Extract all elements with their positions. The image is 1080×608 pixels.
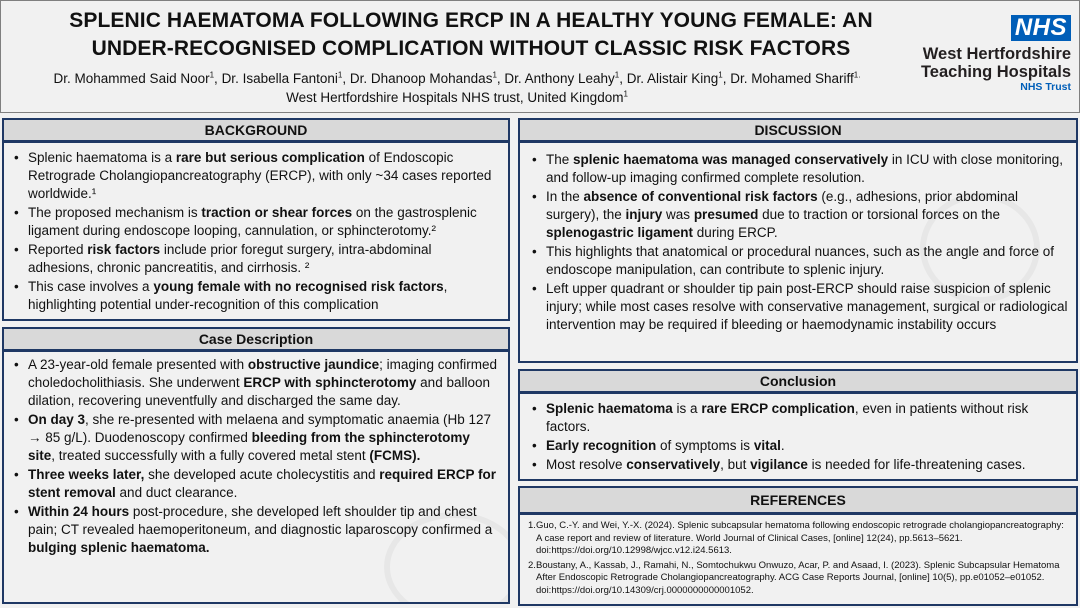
case-list bbox=[8, 356, 500, 557]
reference-text: Guo, C.-Y. and Wei, Y.-X. (2024). Splenic subcapsular hematoma following endoscopic retrograde cholangiopancreatography: A case report and review of literature. World Journal of Clinical Cases, [online] 12(24), pp.5613–5621. doi:https://doi.org/10.12998/wjcc.v12.i24.5613. bbox=[536, 520, 1064, 556]
bold-text: bleeding from the sphincterotomy site bbox=[28, 430, 470, 463]
text-run: , she re-presented with melaena and symptomatic anaemia (Hb 127 → 85 g/L). Duodenoscopy confirmed bbox=[28, 412, 491, 445]
background-heading: BACKGROUND bbox=[2, 118, 510, 142]
author-affiliation-sup: 1 bbox=[718, 70, 723, 80]
text-run: is needed for life-threatening cases. bbox=[807, 457, 1026, 472]
author-affiliation-sup: 1 bbox=[337, 70, 343, 80]
reference-item bbox=[526, 520, 1068, 558]
bold-text: injury bbox=[625, 207, 663, 222]
author-affiliation-sup: 1. bbox=[853, 70, 861, 80]
case-section bbox=[2, 350, 510, 604]
author-name: Dr. Anthony Leahy bbox=[504, 71, 615, 86]
text-run: , treated successfully with a fully covered metal stent bbox=[51, 448, 370, 463]
nhs-logo bbox=[907, 15, 1071, 94]
poster-header bbox=[0, 0, 1080, 113]
bold-text: bulging splenic haematoma. bbox=[28, 540, 210, 555]
bold-text: absence of conventional risk factors bbox=[583, 189, 818, 204]
list-item bbox=[8, 278, 500, 314]
bold-text: vigilance bbox=[750, 457, 808, 472]
text-run: The bbox=[546, 152, 574, 167]
affiliation-sup: 1 bbox=[623, 89, 628, 99]
author-block bbox=[7, 69, 907, 107]
bold-text: rare but serious complication bbox=[175, 150, 365, 165]
author-affiliation-sup: 1 bbox=[614, 70, 620, 80]
bold-text: required ERCP for stent removal bbox=[28, 467, 497, 500]
discussion-section bbox=[518, 141, 1078, 363]
text-run: (e.g., adhesions, prior abdominal surgery), the bbox=[546, 189, 1018, 222]
bold-text: conservatively bbox=[626, 457, 721, 472]
references-list bbox=[526, 520, 1068, 597]
text-run: This highlights that anatomical or procedural nuances, such as the angle and force of endoscope manipulation, can contribute to splenic injury. bbox=[546, 244, 1055, 277]
text-run: , highlighting potential under-recognition of this complication bbox=[28, 279, 448, 312]
org-name-line-1: West Hertfordshire bbox=[922, 45, 1071, 63]
bold-text: Three weeks later, bbox=[28, 467, 145, 482]
bold-text: splenic haematoma was managed conservatively bbox=[573, 152, 889, 167]
list-item bbox=[8, 466, 500, 502]
bold-text: splenogastric ligament bbox=[546, 225, 694, 240]
list-item bbox=[8, 503, 500, 557]
text-run: A 23-year-old female presented with bbox=[28, 357, 248, 372]
affiliation-text: West Hertfordshire Hospitals NHS trust, United Kingdom bbox=[286, 90, 624, 105]
bold-text: On day 3 bbox=[28, 412, 86, 427]
text-run: in ICU with close monitoring, and follow-up imaging confirmed complete resolution. bbox=[546, 152, 1063, 185]
author-name: Dr. Dhanoop Mohandas bbox=[349, 71, 493, 86]
author-name: Dr. Alistair King bbox=[626, 71, 719, 86]
list-item bbox=[526, 243, 1068, 279]
references-section bbox=[518, 513, 1078, 606]
discussion-heading: DISCUSSION bbox=[518, 118, 1078, 142]
text-run: The proposed mechanism is bbox=[28, 205, 202, 220]
text-run: , even in patients without risk factors. bbox=[546, 401, 1029, 434]
bold-text: Early recognition bbox=[546, 438, 657, 453]
references-heading: REFERENCES bbox=[518, 486, 1078, 514]
list-item bbox=[526, 151, 1068, 187]
text-run: post-procedure, she developed left shoulder tip and chest pain; CT revealed haemoperitoneum, and diagnostic laparoscopy confirmed a bbox=[28, 504, 493, 537]
text-run: , but bbox=[720, 457, 751, 472]
text-run: due to traction or torsional forces on the bbox=[758, 207, 1000, 222]
author-affiliation-sup: 1 bbox=[492, 70, 497, 80]
reference-text: Boustany, A., Kassab, J., Ramahi, N., Somtochukwu Onwuzo, Acar, P. and Asaad, I. (2023). Splenic Subcapsular Hematoma After Endoscopic Retrograde Cholangiopancreatography. ACG Case Reports Journal, [online] 10(5), pp.e01052–e01052. doi:https://doi.org/10.14309/crj.0000000000001052. bbox=[536, 559, 1060, 596]
org-name-line-2: Teaching Hospitals bbox=[920, 63, 1071, 81]
reference-number: 2. bbox=[528, 559, 536, 571]
bold-text: obstructive jaundice bbox=[247, 357, 380, 372]
text-run: she developed acute cholecystitis and bbox=[144, 467, 380, 482]
bold-text: (FCMS). bbox=[369, 448, 421, 463]
author-name: Dr. Mohammed Said Noor bbox=[53, 71, 210, 86]
text-run: and balloon dilation, recovering uneventfully and discharged the same day. bbox=[28, 375, 490, 408]
text-run: Most resolve bbox=[546, 457, 627, 472]
list-item bbox=[8, 241, 500, 277]
text-run: during ERCP. bbox=[693, 225, 778, 240]
reference-item bbox=[526, 560, 1068, 598]
conclusion-section bbox=[518, 392, 1078, 481]
text-run: Splenic haematoma is a bbox=[28, 150, 176, 165]
list-item bbox=[8, 204, 500, 240]
conclusion-list bbox=[526, 400, 1068, 474]
background-list bbox=[8, 149, 500, 314]
list-item bbox=[8, 149, 500, 203]
bold-text: young female with no recognised risk factors bbox=[153, 279, 444, 294]
text-run: on the gastrosplenic ligament during endoscope looping, cannulation, or sphincterotomy.² bbox=[28, 205, 477, 238]
text-run: Left upper quadrant or shoulder tip pain post-ERCP should raise suspicion of splenic injury; while most cases resolve with conservative management, surgical or radiological intervention may be required if bleeding or haemodynamic instability occurs bbox=[546, 281, 1068, 332]
list-item bbox=[526, 456, 1068, 474]
bold-text: Splenic haematoma bbox=[546, 401, 673, 416]
title-line-1: SPLENIC HAEMATOMA FOLLOWING ERCP IN A HEALTHY YOUNG FEMALE: AN bbox=[69, 9, 873, 32]
nhs-logo-badge: NHS bbox=[1011, 15, 1071, 41]
background-section bbox=[2, 141, 510, 321]
bold-text: rare ERCP complication bbox=[701, 401, 855, 416]
case-heading: Case Description bbox=[2, 327, 510, 351]
list-item bbox=[8, 356, 500, 410]
author-name: Dr. Mohamed Shariff bbox=[730, 71, 854, 86]
bold-text: vital bbox=[753, 438, 781, 453]
text-run: ; imaging confirmed choledocholithiasis. She underwent bbox=[28, 357, 497, 390]
list-item bbox=[526, 400, 1068, 436]
text-run: of Endoscopic Retrograde Cholangiopancreatography (ERCP), with only ~34 cases reported worldwide.¹ bbox=[28, 150, 492, 201]
list-item bbox=[526, 188, 1068, 242]
author-affiliation-sup: 1 bbox=[209, 70, 215, 80]
list-item bbox=[526, 280, 1068, 334]
text-run: is a bbox=[672, 401, 702, 416]
org-trust: NHS Trust bbox=[1020, 81, 1071, 93]
text-run: . bbox=[780, 438, 785, 453]
text-run: Reported bbox=[28, 242, 88, 257]
bold-text: ERCP with sphincterotomy bbox=[243, 375, 417, 390]
text-run: In the bbox=[546, 189, 584, 204]
text-run: This case involves a bbox=[28, 279, 154, 294]
reference-number: 1. bbox=[528, 520, 536, 531]
text-run: and duct clearance. bbox=[115, 485, 238, 500]
discussion-list bbox=[526, 151, 1068, 334]
affiliation bbox=[7, 88, 907, 107]
author-list: Dr. Mohammed Said Noor$^1$, Dr. Isabella Fantoni$^1$, Dr. Dhanoop Mohandas$^1$, Dr. Anthony Leahy$^1$, Dr. Alistair King$^1$, Dr. Mohamed Shariff$^{1.}$ bbox=[53, 70, 861, 86]
bold-text: traction or shear forces bbox=[201, 205, 353, 220]
bold-text: Within 24 hours bbox=[28, 504, 130, 519]
title-line-2: UNDER-RECOGNISED COMPLICATION WITHOUT CLASSIC RISK FACTORS bbox=[91, 37, 851, 60]
conclusion-heading: Conclusion bbox=[518, 369, 1078, 393]
poster-title bbox=[31, 7, 911, 63]
bold-text: risk factors bbox=[87, 242, 161, 257]
list-item bbox=[526, 437, 1068, 455]
text-run: include prior foregut surgery, intra-abdominal adhesions, chronic pancreatitis, and cirrhosis. ² bbox=[28, 242, 432, 275]
text-run: of symptoms is bbox=[656, 438, 754, 453]
text-run: was bbox=[662, 207, 694, 222]
list-item bbox=[8, 411, 500, 465]
bold-text: presumed bbox=[693, 207, 759, 222]
author-name: Dr. Isabella Fantoni bbox=[221, 71, 338, 86]
